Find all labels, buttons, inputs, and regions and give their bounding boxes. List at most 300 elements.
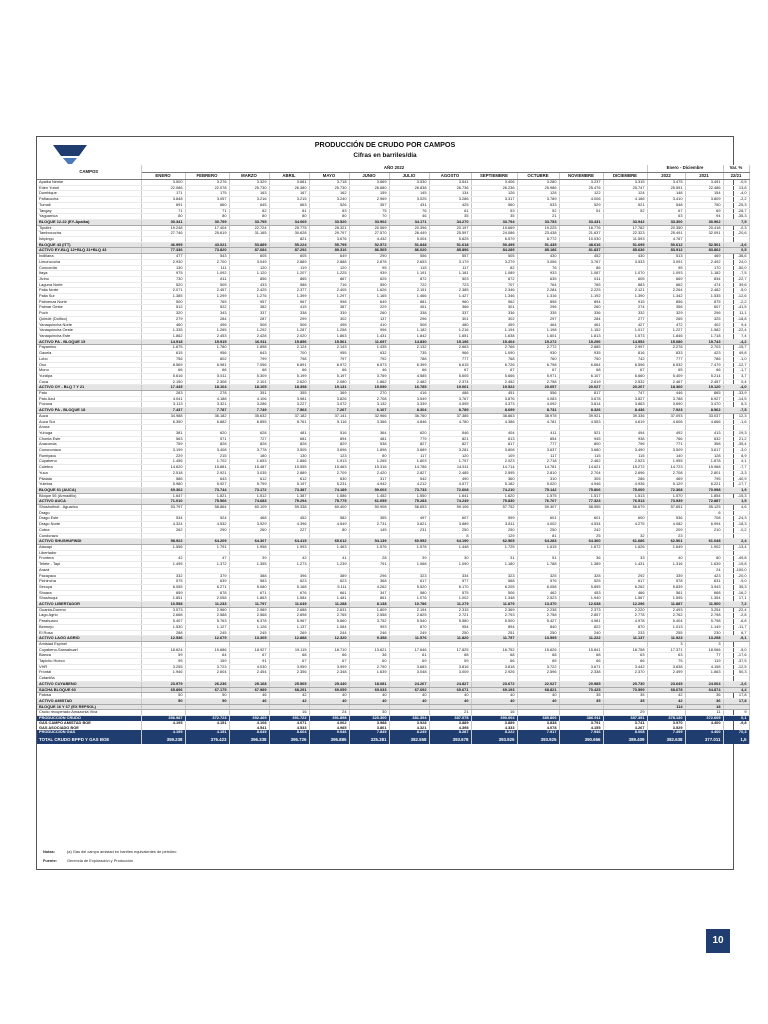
value-cell: 1.898 bbox=[229, 345, 269, 351]
value-cell: 779 bbox=[389, 436, 429, 442]
value-cell: 6.532 bbox=[647, 362, 685, 368]
value-cell: 856 bbox=[647, 299, 685, 305]
value-cell: 3.988 bbox=[349, 721, 389, 726]
value-cell: 777 bbox=[429, 356, 471, 362]
value-cell: 33.037 bbox=[685, 413, 723, 419]
value-cell: 30 bbox=[349, 710, 389, 716]
value-cell: 930 bbox=[517, 351, 559, 357]
value-cell: 1.672 bbox=[559, 545, 603, 551]
value-cell: 229 bbox=[349, 305, 389, 311]
value-cell: 334 bbox=[429, 573, 471, 579]
field-name-cell: Cuyabeno-Sansahuari bbox=[37, 647, 141, 653]
value-cell: 51 bbox=[517, 556, 559, 562]
field-name-cell: Indillana bbox=[37, 254, 141, 260]
value-cell: 8.649 bbox=[229, 730, 269, 735]
value-cell: 11.923 bbox=[647, 636, 685, 642]
value-cell: 6.399 bbox=[389, 362, 429, 368]
value-cell: 1.641 bbox=[429, 493, 471, 499]
value-cell: 80 bbox=[309, 214, 349, 220]
value-cell: 15.626 bbox=[517, 647, 559, 653]
value-cell: 8.699 bbox=[471, 408, 517, 414]
field-name-cell: Libertador bbox=[37, 550, 141, 556]
value-cell: 6.271 bbox=[185, 584, 229, 590]
notes-block bbox=[43, 847, 176, 865]
period-header: Enero - Diciembre bbox=[647, 165, 723, 172]
value-cell: 4.082 bbox=[647, 522, 685, 528]
field-name-cell: ACTIVO LIBERTADOR bbox=[37, 602, 141, 608]
value-cell: 3.959 bbox=[269, 664, 309, 670]
value-cell: 27.570 bbox=[349, 231, 389, 237]
value-cell: 1.946 bbox=[141, 670, 185, 676]
value-cell: 2.766 bbox=[471, 345, 517, 351]
value-cell: 6.221 bbox=[685, 482, 723, 488]
value-cell: 372.609 bbox=[685, 716, 723, 721]
value-cell: 6,7 bbox=[723, 630, 749, 636]
value-cell: 117 bbox=[517, 453, 559, 459]
value-cell: 4.978 bbox=[603, 619, 647, 625]
value-cell: 15.881 bbox=[185, 465, 229, 471]
value-cell: 15.915 bbox=[185, 339, 229, 345]
value-cell: 4.321 bbox=[389, 726, 429, 731]
value-cell: 1.570 bbox=[647, 493, 685, 499]
value-cell: 14.511 bbox=[429, 465, 471, 471]
value-cell: 3.816 bbox=[429, 664, 471, 670]
value-cell: 3.808 bbox=[471, 448, 517, 454]
field-name-cell: Pañacocha bbox=[37, 197, 141, 203]
value-cell: 1.550 bbox=[389, 493, 429, 499]
value-cell: 4.780 bbox=[429, 419, 471, 425]
value-cell: -5,0 bbox=[723, 288, 749, 294]
value-cell: 423 bbox=[685, 351, 723, 357]
value-cell: 3.509 bbox=[647, 448, 685, 454]
value-cell: 1.578 bbox=[389, 545, 429, 551]
source-text: Gerencia de Exploración y Producción bbox=[67, 858, 134, 863]
value-cell: 3.179 bbox=[429, 259, 471, 265]
value-cell: 64.307 bbox=[229, 539, 269, 545]
value-cell: 996 bbox=[349, 328, 389, 334]
value-cell: 32 bbox=[603, 533, 647, 539]
value-cell: 2.703 bbox=[685, 345, 723, 351]
value-cell: 669 bbox=[647, 276, 685, 282]
value-cell: 3 bbox=[647, 641, 685, 647]
value-cell: 4.400 bbox=[685, 730, 723, 735]
value-cell: 2.801 bbox=[685, 470, 723, 476]
value-cell: 410 bbox=[349, 322, 389, 328]
value-cell: 310 bbox=[517, 476, 559, 482]
value-cell: 66 bbox=[559, 659, 603, 665]
value-cell: 10.786 bbox=[389, 602, 429, 608]
value-cell: 35 bbox=[603, 698, 647, 704]
field-name-cell: Atacapi bbox=[37, 545, 141, 551]
value-cell: 75.283 bbox=[389, 499, 429, 505]
value-cell: 70 bbox=[349, 214, 389, 220]
value-cell: 366 bbox=[429, 305, 471, 311]
value-cell: 68 bbox=[269, 653, 309, 659]
field-name-cell: Oso bbox=[37, 362, 141, 368]
value-cell: 11.222 bbox=[559, 636, 603, 642]
value-cell: 11.593 bbox=[603, 237, 647, 243]
value-cell: 290 bbox=[185, 527, 229, 533]
value-cell: 2.492 bbox=[685, 259, 723, 265]
value-cell: 464 bbox=[517, 322, 559, 328]
value-cell: 631 bbox=[685, 579, 723, 585]
value-cell: 130 bbox=[269, 453, 309, 459]
value-cell: 3.057 bbox=[185, 197, 229, 203]
value-cell: 1.940 bbox=[559, 596, 603, 602]
field-name-cell: Anaconda bbox=[37, 442, 141, 448]
value-cell: 513 bbox=[647, 254, 685, 260]
value-cell: 1.791 bbox=[185, 545, 229, 551]
value-cell: 17.646 bbox=[389, 647, 429, 653]
value-cell: 260 bbox=[349, 311, 389, 317]
value-cell: 123 bbox=[309, 453, 349, 459]
value-cell: 251 bbox=[471, 630, 517, 636]
value-cell: 68 bbox=[559, 368, 603, 374]
value-cell: 4.195 bbox=[141, 721, 185, 726]
value-cell: -1,7 bbox=[723, 368, 749, 374]
value-cell: 681 bbox=[269, 436, 309, 442]
field-name-cell: Concordia bbox=[37, 265, 141, 271]
value-cell: 1.567 bbox=[603, 596, 647, 602]
value-cell: 15.743 bbox=[685, 339, 723, 345]
value-cell: 37.141 bbox=[309, 413, 349, 419]
value-cell: 17.825 bbox=[429, 647, 471, 653]
value-cell: 278 bbox=[185, 391, 229, 397]
value-cell: 12.296 bbox=[603, 602, 647, 608]
value-cell: 1.207 bbox=[269, 271, 309, 277]
value-cell: 6.726 bbox=[471, 362, 517, 368]
value-cell: 1.084 bbox=[309, 624, 349, 630]
value-cell: 332 bbox=[141, 573, 185, 579]
value-cell: 81 bbox=[517, 533, 559, 539]
month-header: FEBRERO bbox=[185, 172, 229, 180]
value-cell: 4.396 bbox=[269, 522, 309, 528]
value-cell: 356.987 bbox=[141, 716, 185, 721]
value-cell: 20.207 bbox=[603, 385, 647, 391]
value-cell: -9,1 bbox=[723, 636, 749, 642]
value-cell: 15.316 bbox=[349, 465, 389, 471]
value-cell: 66 bbox=[603, 659, 647, 665]
value-cell: 427 bbox=[603, 322, 647, 328]
value-cell: 1.390 bbox=[603, 294, 647, 300]
value-cell: 34.988 bbox=[141, 413, 185, 419]
value-cell: 500 bbox=[141, 299, 185, 305]
value-cell: 28 bbox=[349, 556, 389, 562]
value-cell: 1.013 bbox=[647, 624, 685, 630]
value-cell: 16 bbox=[269, 710, 309, 716]
value-cell: 15.090 bbox=[349, 385, 389, 391]
value-cell: 76 bbox=[389, 208, 429, 214]
value-cell: 120 bbox=[309, 265, 349, 271]
value-cell: 2.308 bbox=[185, 379, 229, 385]
value-cell: 2.930 bbox=[141, 259, 185, 265]
value-cell: 76.513 bbox=[603, 499, 647, 505]
value-cell: 2.885 bbox=[559, 345, 603, 351]
value-cell: 3.475 bbox=[647, 180, 685, 186]
value-cell: 453 bbox=[559, 590, 603, 596]
value-cell: 536 bbox=[647, 516, 685, 522]
value-cell: 2.373 bbox=[559, 607, 603, 613]
value-cell: 506 bbox=[269, 322, 309, 328]
value-cell: 560 bbox=[471, 202, 517, 208]
value-cell: 145 bbox=[389, 191, 429, 197]
value-cell: 61.686 bbox=[603, 539, 647, 545]
field-name-cell: Yaguarrica bbox=[37, 214, 141, 220]
value-cell: 2.708 bbox=[647, 470, 685, 476]
field-name-cell: Amistad Espinel bbox=[37, 641, 141, 647]
value-cell: 3.752 bbox=[349, 619, 389, 625]
value-cell: 11.288 bbox=[309, 602, 349, 608]
value-cell: 643 bbox=[229, 351, 269, 357]
value-cell: 1.342 bbox=[647, 294, 685, 300]
value-cell: 3.056 bbox=[517, 259, 559, 265]
value-cell: 4.534 bbox=[559, 522, 603, 528]
value-cell: 15.272 bbox=[517, 339, 559, 345]
value-cell: 30 bbox=[429, 556, 471, 562]
field-name-cell: Shushuqui bbox=[37, 596, 141, 602]
value-cell: 23 bbox=[647, 533, 685, 539]
value-cell: 791 bbox=[349, 562, 389, 568]
value-cell: 2.225 bbox=[559, 288, 603, 294]
value-cell: 1.090 bbox=[429, 562, 471, 568]
value-cell: 301 bbox=[429, 316, 471, 322]
field-name-cell: Puch bbox=[37, 311, 141, 317]
value-cell: 2.264 bbox=[647, 288, 685, 294]
value-cell: 10.030 bbox=[559, 237, 603, 243]
value-cell: 3.838 bbox=[517, 721, 559, 726]
value-cell: 82 bbox=[471, 265, 517, 271]
value-cell: -20,6 bbox=[723, 231, 749, 237]
value-cell: 6.927 bbox=[685, 396, 723, 402]
value-cell: 2.338 bbox=[559, 670, 603, 676]
value-cell: 279 bbox=[141, 316, 185, 322]
value-cell: 1.076 bbox=[389, 596, 429, 602]
value-cell: 15.561 bbox=[309, 339, 349, 345]
value-cell: 389 bbox=[309, 573, 349, 579]
value-cell: 1.194 bbox=[471, 328, 517, 334]
value-cell: 1.626 bbox=[349, 288, 389, 294]
value-cell: 288 bbox=[141, 630, 185, 636]
value-cell: 5.182 bbox=[471, 482, 517, 488]
value-cell: 5.500 bbox=[471, 619, 517, 625]
value-cell: 3.848 bbox=[141, 197, 185, 203]
value-cell: 1.191 bbox=[389, 271, 429, 277]
value-cell: 3.889 bbox=[471, 721, 517, 726]
value-cell: 2.758 bbox=[517, 379, 559, 385]
value-cell: 1.595 bbox=[647, 596, 685, 602]
value-cell: 6.262 bbox=[603, 584, 647, 590]
value-cell: 13.595 bbox=[517, 636, 559, 642]
value-cell: 2.194 bbox=[389, 607, 429, 613]
value-cell: 4.106 bbox=[229, 396, 269, 402]
value-cell: 62.565 bbox=[471, 539, 517, 545]
value-cell: 3.861 bbox=[349, 726, 389, 731]
value-cell: 63 bbox=[603, 653, 647, 659]
value-cell: 33.794 bbox=[471, 219, 517, 225]
value-cell: 277 bbox=[603, 316, 647, 322]
field-name-cell: Dumbique bbox=[37, 191, 141, 197]
value-cell: 512 bbox=[141, 305, 185, 311]
value-cell: 3.669 bbox=[349, 180, 389, 186]
value-cell: 15.968 bbox=[685, 465, 723, 471]
value-cell: -7,5 bbox=[723, 271, 749, 277]
value-cell: 7.946 bbox=[559, 730, 603, 735]
value-cell: 1,5 bbox=[723, 735, 749, 744]
value-cell: 379 bbox=[185, 573, 229, 579]
value-cell: 11.576 bbox=[389, 636, 429, 642]
value-cell: 34.270 bbox=[429, 219, 471, 225]
value-cell: 2.385 bbox=[429, 288, 471, 294]
value-cell: 66 bbox=[685, 368, 723, 374]
table-body bbox=[37, 180, 749, 744]
value-cell: 1.152 bbox=[559, 328, 603, 334]
value-cell: 1.346 bbox=[471, 294, 517, 300]
field-name-cell: Frontera bbox=[37, 556, 141, 562]
value-cell: 2.428 bbox=[229, 333, 269, 339]
value-cell: 469 bbox=[685, 254, 723, 260]
value-cell: 31.165 bbox=[229, 231, 269, 237]
value-cell: 67 bbox=[471, 368, 517, 374]
value-cell: 69.362 bbox=[141, 487, 185, 493]
value-cell: 5.231 bbox=[309, 482, 349, 488]
value-cell: 140 bbox=[647, 453, 685, 459]
value-cell: -24,3 bbox=[723, 516, 749, 522]
value-cell: 20.396 bbox=[389, 225, 429, 231]
value-cell: -19,8 bbox=[723, 562, 749, 568]
value-cell: 2.023 bbox=[471, 459, 517, 465]
field-name-cell: Yurálpa bbox=[37, 373, 141, 379]
value-cell: 66 bbox=[309, 653, 349, 659]
value-cell: 3.638 bbox=[647, 664, 685, 670]
value-cell: 69 bbox=[389, 659, 429, 665]
value-cell: 5.520 bbox=[389, 584, 429, 590]
value-cell: 3.671 bbox=[559, 664, 603, 670]
value-cell: 7.479 bbox=[685, 362, 723, 368]
value-cell: 83.912 bbox=[647, 248, 685, 254]
value-cell: 577 bbox=[429, 579, 471, 585]
month-header: SEPTIEMBRE bbox=[471, 172, 517, 180]
value-cell: 5.927 bbox=[185, 482, 229, 488]
value-cell: 33.795 bbox=[229, 219, 269, 225]
value-cell: 26.236 bbox=[471, 185, 517, 191]
field-name-cell: Yanaquincha Este bbox=[37, 333, 141, 339]
value-cell: -12,7 bbox=[723, 362, 749, 368]
value-cell: 5.799 bbox=[229, 482, 269, 488]
value-cell: 19.115 bbox=[269, 647, 309, 653]
value-cell: 30.341 bbox=[141, 219, 185, 225]
value-cell: 41 bbox=[309, 556, 349, 562]
value-cell: 30.962 bbox=[685, 219, 723, 225]
value-cell: 1.348 bbox=[471, 596, 517, 602]
value-cell: 967 bbox=[269, 299, 309, 305]
value-cell: 25.747 bbox=[603, 185, 647, 191]
value-cell: 4.262 bbox=[349, 584, 389, 590]
value-cell: 274 bbox=[603, 305, 647, 311]
field-name-cell: GAS CAMPO AMISTAD BOE bbox=[37, 721, 141, 726]
value-cell: 4.108 bbox=[229, 721, 269, 726]
value-cell: 516 bbox=[309, 430, 349, 436]
value-cell: 1.265 bbox=[185, 328, 229, 334]
field-name-cell: Palia Sur bbox=[37, 294, 141, 300]
value-cell: 4.781 bbox=[517, 419, 559, 425]
value-cell: 6.972 bbox=[309, 362, 349, 368]
value-cell: 70.425 bbox=[559, 687, 603, 693]
value-cell: 115 bbox=[603, 453, 647, 459]
value-cell: 1.198 bbox=[517, 328, 559, 334]
value-cell: 1.718 bbox=[685, 333, 723, 339]
value-cell: 2.721 bbox=[429, 613, 471, 619]
value-cell: 3.999 bbox=[309, 664, 349, 670]
value-cell: 296 bbox=[517, 305, 559, 311]
value-cell: 39.336 bbox=[603, 413, 647, 419]
value-cell: 13,8 bbox=[723, 185, 749, 191]
value-cell: 381.394 bbox=[389, 716, 429, 721]
value-cell: 17,1 bbox=[723, 596, 749, 602]
value-cell: 576 bbox=[517, 579, 559, 585]
value-cell: 32.966 bbox=[349, 413, 389, 419]
value-cell: -13,4 bbox=[723, 545, 749, 551]
value-cell: 4.002 bbox=[517, 522, 559, 528]
value-cell: -33,9 bbox=[723, 391, 749, 397]
value-cell: 40 bbox=[349, 693, 389, 699]
value-cell: 802 bbox=[185, 356, 229, 362]
value-cell: 4.158 bbox=[685, 664, 723, 670]
value-cell: -100,0 bbox=[723, 567, 749, 573]
value-cell: 22.027 bbox=[517, 681, 559, 687]
field-name-cell: BLOQUE 43 (ITT) bbox=[37, 242, 141, 248]
value-cell: 24 bbox=[685, 567, 723, 573]
value-cell: 382.638 bbox=[647, 735, 685, 744]
value-cell: 25.730 bbox=[229, 185, 269, 191]
value-cell: 955 bbox=[309, 351, 349, 357]
value-cell: 117 bbox=[389, 453, 429, 459]
value-cell: 336 bbox=[471, 311, 517, 317]
value-cell: 962 bbox=[471, 299, 517, 305]
value-cell: 40 bbox=[471, 698, 517, 704]
value-cell: 34.171 bbox=[389, 219, 429, 225]
value-cell: 460 bbox=[141, 322, 185, 328]
value-cell: 387.391 bbox=[603, 716, 647, 721]
value-cell: 649 bbox=[309, 254, 349, 260]
value-cell: 16.785 bbox=[389, 385, 429, 391]
value-cell: 933 bbox=[517, 271, 559, 277]
value-cell: 6.205 bbox=[471, 584, 517, 590]
value-cell: 15.555 bbox=[269, 465, 309, 471]
value-cell: 543 bbox=[185, 254, 229, 260]
value-cell: 2.888 bbox=[309, 259, 349, 265]
value-cell: 8.772 bbox=[517, 237, 559, 243]
value-cell: 40 bbox=[389, 693, 429, 699]
value-cell: 872 bbox=[389, 276, 429, 282]
value-cell: 5.798 bbox=[685, 619, 723, 625]
value-cell: 4.324 bbox=[141, 522, 185, 528]
value-cell: 1.615 bbox=[517, 545, 559, 551]
field-name-cell: Quindé (Doltico) bbox=[37, 316, 141, 322]
value-cell: 2.348 bbox=[309, 670, 349, 676]
value-cell: 17.371 bbox=[647, 647, 685, 653]
value-cell: 8.789 bbox=[429, 408, 471, 414]
value-cell: 1.093 bbox=[647, 271, 685, 277]
value-cell: 137 bbox=[349, 316, 389, 322]
value-cell: 17.445 bbox=[141, 385, 185, 391]
value-cell: 833 bbox=[647, 351, 685, 357]
value-cell: 317 bbox=[349, 476, 389, 482]
value-cell: 13.258 bbox=[685, 636, 723, 642]
value-cell: 797 bbox=[309, 356, 349, 362]
value-cell: 115 bbox=[389, 265, 429, 271]
value-cell: 1.638 bbox=[471, 333, 517, 339]
field-name-cell: BLOQUE 61 (AUCA) bbox=[37, 487, 141, 493]
